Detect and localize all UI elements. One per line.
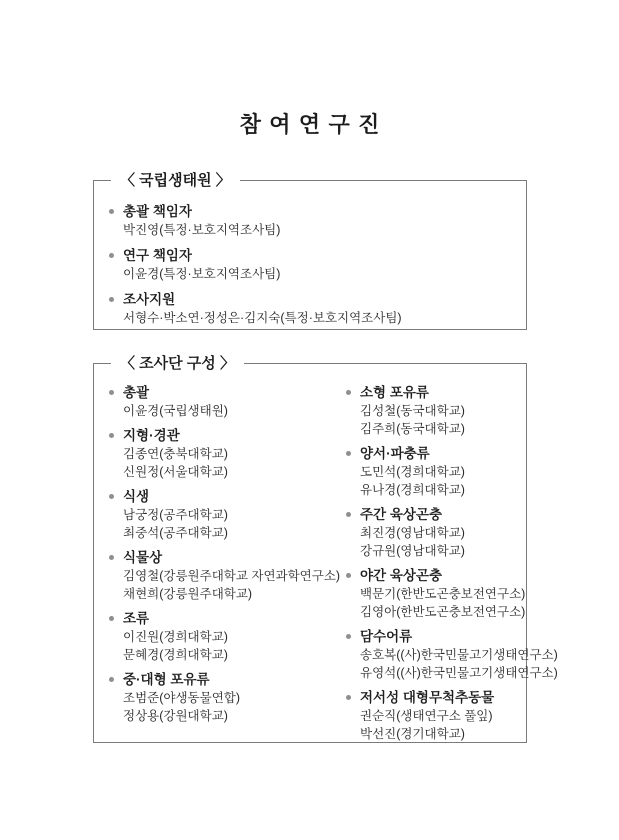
list-item <box>109 291 516 327</box>
member-line: 권순직(생태연구소 풀잎) <box>360 709 493 723</box>
right-column <box>346 384 558 750</box>
item-title: 총괄 <box>123 385 150 400</box>
member-line: 유영석((사)한국민물고기생태연구소) <box>360 666 558 680</box>
bullet-icon <box>109 488 123 542</box>
member-line: 최중석(공주대학교) <box>123 526 228 540</box>
member-line: 박선진(경기대학교) <box>360 727 465 741</box>
bullet-icon <box>109 247 123 283</box>
member-line: 백문기(한반도곤충보전연구소) <box>360 587 526 601</box>
list-item <box>346 689 558 743</box>
item-title: 소형 포유류 <box>360 385 429 400</box>
member-line: 김영아(한반도곤충보전연구소) <box>360 605 526 619</box>
bullet-icon <box>346 628 360 682</box>
member-line: 김주희(동국대학교) <box>360 422 465 436</box>
member-line: 박진영(특정·보호지역조사팀) <box>123 223 281 237</box>
bullet-icon <box>346 567 360 621</box>
member-line: 김성철(동국대학교) <box>360 404 465 418</box>
page-title: 참여연구진 <box>239 112 388 137</box>
bullet-icon <box>109 610 123 664</box>
list-item <box>109 671 331 725</box>
member-line: 남궁정(공주대학교) <box>123 508 228 522</box>
bullet-icon <box>109 671 123 725</box>
member-line: 이윤경(특정·보호지역조사팀) <box>123 267 281 281</box>
list-item <box>346 384 558 438</box>
item-title: 총괄 책임자 <box>123 204 192 219</box>
list-item <box>346 628 558 682</box>
item-title: 식생 <box>123 489 150 504</box>
left-column <box>109 384 341 750</box>
item-title: 담수어류 <box>360 629 413 644</box>
bullet-icon <box>109 549 123 603</box>
section-content <box>94 364 558 750</box>
member-line: 정상용(강원대학교) <box>123 709 228 723</box>
list-item <box>109 427 331 481</box>
item-title: 저서성 대형무척추동물 <box>360 690 495 705</box>
section-box-survey-team <box>93 355 558 743</box>
member-line: 도민석(경희대학교) <box>360 465 465 479</box>
member-line: 김영철(강릉원주대학교 자연과학연구소) <box>123 569 341 583</box>
list-item <box>109 549 341 603</box>
item-title: 중·대형 포유류 <box>123 672 210 687</box>
member-line: 송호복((사)한국민물고기생태연구소) <box>360 648 558 662</box>
bullet-icon <box>109 427 123 481</box>
bullet-icon <box>346 445 360 499</box>
item-title: 조사지원 <box>123 292 176 307</box>
list-item <box>109 610 331 664</box>
list-item <box>109 247 516 283</box>
member-line: 김종연(충북대학교) <box>123 447 228 461</box>
member-line: 문혜경(경희대학교) <box>123 648 228 662</box>
list-item <box>109 203 516 239</box>
section-content <box>94 181 526 327</box>
member-line: 서형수·박소연·정성은·김지숙(특정·보호지역조사팀) <box>123 311 402 325</box>
item-title: 야간 육상곤충 <box>360 568 442 583</box>
bullet-icon <box>109 384 123 420</box>
bullet-icon <box>346 384 360 438</box>
bullet-icon <box>109 203 123 239</box>
section-heading: 〈 국립생태원 〉 <box>111 170 240 191</box>
list-item <box>109 384 331 420</box>
section-heading: 〈 조사단 구성 〉 <box>111 353 244 374</box>
item-title: 연구 책임자 <box>123 248 192 263</box>
list-item <box>346 506 558 560</box>
item-title: 양서·파충류 <box>360 446 430 461</box>
bullet-icon <box>109 291 123 327</box>
bullet-icon <box>346 506 360 560</box>
item-title: 식물상 <box>123 550 163 565</box>
section-box-national-institute <box>93 172 527 330</box>
bullet-icon <box>346 689 360 743</box>
member-line: 채현희(강릉원주대학교) <box>123 587 253 601</box>
list-item <box>346 567 558 621</box>
member-line: 유나경(경희대학교) <box>360 483 465 497</box>
item-title: 조류 <box>123 611 150 626</box>
member-line: 이진원(경희대학교) <box>123 630 228 644</box>
member-line: 조범준(야생동물연합) <box>123 691 241 705</box>
member-line: 강규원(영남대학교) <box>360 544 465 558</box>
list-item <box>109 488 331 542</box>
list-item <box>346 445 558 499</box>
member-line: 신원정(서울대학교) <box>123 465 228 479</box>
member-line: 이윤경(국립생태원) <box>123 404 228 418</box>
item-title: 주간 육상곤충 <box>360 507 442 522</box>
item-title: 지형·경관 <box>123 428 180 443</box>
member-line: 최진경(영남대학교) <box>360 526 465 540</box>
